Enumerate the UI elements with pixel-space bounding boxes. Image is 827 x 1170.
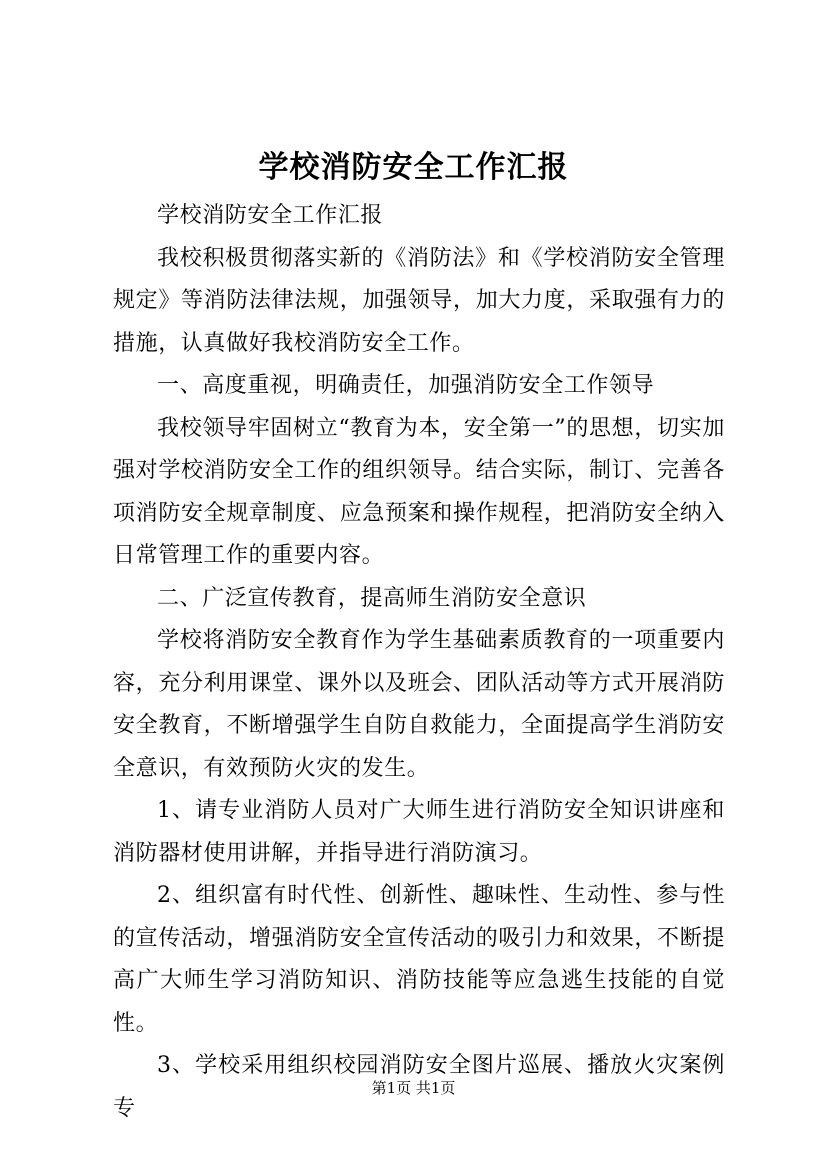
paragraph-intro: 我校积极贯彻落实新的《消防法》和《学校消防安全管理规定》等消防法律法规，加强领导，加大力度，采取强有力的措施，认真做好我校消防安全工作。 — [113, 245, 725, 356]
document-body — [113, 195, 725, 1130]
list-item-2: 2、组织富有时代性、创新性、趣味性、生动性、参与性的宣传活动，增强消防安全宣传活动的吸引力和效果，不断提高广大师生学习消防知识、消防技能等应急逃生技能的自觉性。 — [113, 883, 725, 1036]
paragraph-subtitle: 学校消防安全工作汇报 — [157, 203, 384, 228]
paragraph-section-1: 我校领导牢固树立“教育为本，安全第一”的思想，切实加强对学校消防安全工作的组织领导。结合实际，制订、完善各项消防安全规章制度、应急预案和操作规程，把消防安全纳入日常管理工作的重要内容。 — [113, 415, 725, 568]
section-heading-2: 二、广泛宣传教育，提高师生消防安全意识 — [157, 585, 587, 611]
paragraph-section-2: 学校将消防安全教育作为学生基础素质教育的一项重要内容，充分利用课堂、课外以及班会、团队活动等方式开展消防安全教育，不断增强学生自防自救能力，全面提高学生消防安全意识，有效预防火灾的发生。 — [113, 628, 725, 781]
list-item-3: 3、学校采用组织校园消防安全图片巡展、播放火灾案例专 — [113, 1053, 725, 1121]
section-heading-1: 一、高度重视，明确责任，加强消防安全工作领导 — [157, 373, 655, 398]
document-title: 学校消防安全工作汇报 — [258, 150, 569, 185]
page-number-footer: 第1页 共1页 — [371, 1079, 456, 1097]
list-item-1: 1、请专业消防人员对广大师生进行消防安全知识讲座和消防器材使用讲解，并指导进行消防演习。 — [113, 798, 725, 866]
